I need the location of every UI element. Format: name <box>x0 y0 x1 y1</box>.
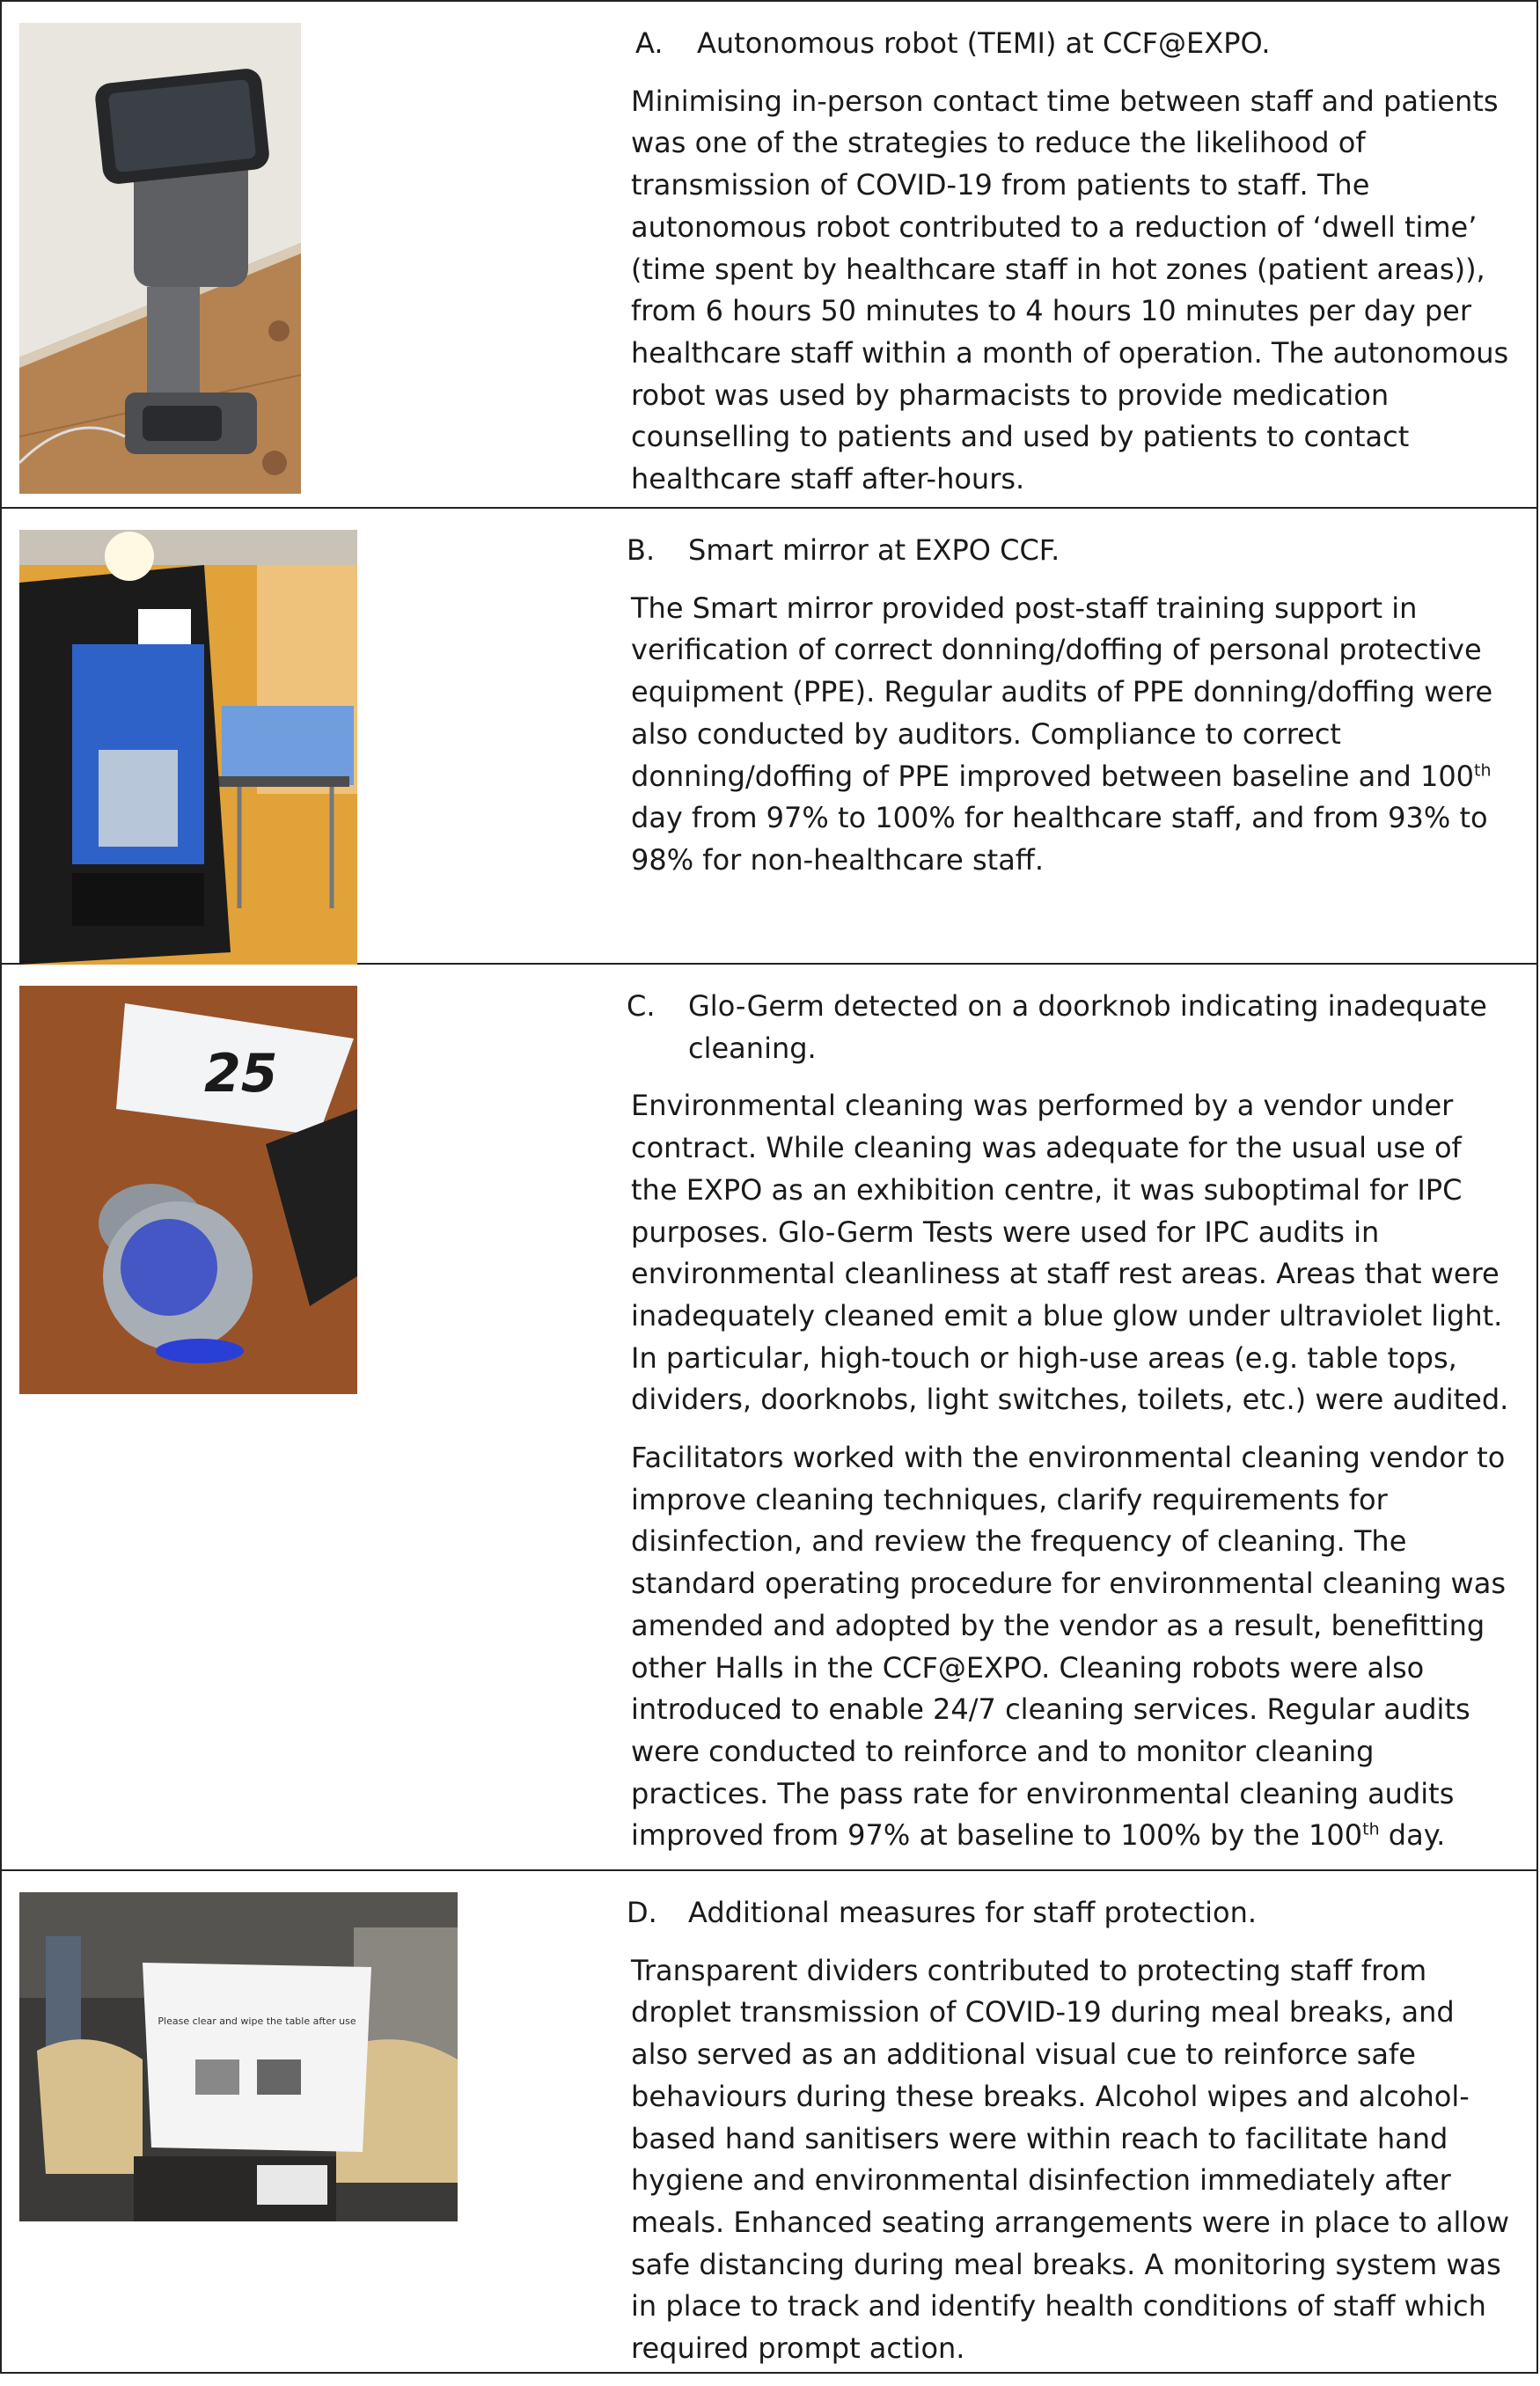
row-b-paragraph-main: The Smart mirror provided post-staff training support in verification of correct donning/doffing of personal protective equipment (PPE). Regular audits of PPE donning/doffing were also conducted by auditors. Compliance to correct donning/doffing of PPE improved between baseline and 100 <box>631 591 1493 793</box>
row-b-caption <box>627 530 1515 572</box>
doorknob-photo <box>19 986 357 1394</box>
robot-photo <box>19 23 301 494</box>
row-b-letter: B. <box>627 533 656 567</box>
row-d <box>2 1871 1536 2375</box>
row-d-caption-text: Additional measures for staff protection. <box>688 1896 1258 1929</box>
sign-text: Please clear and wipe the table after use <box>158 2015 356 2027</box>
smart-mirror-photo <box>19 530 357 965</box>
row-a-caption <box>631 23 1520 65</box>
row-b-text <box>627 530 1515 898</box>
row-b-paragraph <box>631 588 1515 882</box>
row-a-paragraph: Minimising in-person contact time between staff and patients was one of the strategies to reduce the likelihood of transmission of COVID-19 from patients to staff. The autonomous robot contributed to a reduction of ‘dwell time’ (time spent by healthcare staff in hot zones (patient areas)), from 6 hours 50 minutes to 4 hours 10 minutes per day per healthcare staff within a month of operation. The autonomous robot was used by pharmacists to provide medication counselling to patients and used by patients to contact healthcare staff after-hours. <box>631 84 1509 496</box>
row-c-text <box>627 986 1515 1873</box>
row-d-caption <box>627 1892 1515 1934</box>
row-d-letter: D. <box>627 1896 657 1929</box>
row-c <box>2 965 1536 1871</box>
row-d-text <box>627 1892 1515 2386</box>
row-c-caption-text: Glo-Germ detected on a doorknob indicating inadequate cleaning. <box>688 989 1487 1065</box>
row-c-superscript: th <box>1362 1819 1380 1839</box>
row-c-paragraph-2-main: Facilitators worked with the environmental cleaning vendor to improve cleaning techniques, clarify requirements for disinfection, and review the frequency of cleaning. The standard operating procedure for environmental cleaning was amended and adopted by the vendor as a result, benefitting other Halls in the CCF@EXPO. Cleaning robots were also introduced to enable 24/7 cleaning services. Regular audits were conducted to reinforce and to monitor cleaning practices. The pass rate for environmental cleaning audits improved from 97% at baseline to 100% by the 100 <box>631 1441 1506 1853</box>
divider-photo <box>19 1892 458 2221</box>
row-c-caption <box>627 986 1515 1069</box>
row-b-caption-text: Smart mirror at EXPO CCF. <box>688 533 1060 567</box>
row-a-text <box>631 23 1520 517</box>
row-a <box>2 2 1536 509</box>
row-a-letter: A. <box>635 26 664 60</box>
row-c-paragraph-2 <box>631 1437 1515 1857</box>
row-a-caption-text: Autonomous robot (TEMI) at CCF@EXPO. <box>697 26 1271 60</box>
row-c-letter: C. <box>627 989 656 1023</box>
row-c-paragraph-1: Environmental cleaning was performed by a vendor under contract. While cleaning was adequate for the usual use of the EXPO as an exhibition centre, it was suboptimal for IPC purposes. Glo-Germ Tests were used for IPC audits in environmental cleanliness at staff rest areas. Areas that were inadequately cleaned emit a blue glow under ultraviolet light. In particular, high-touch or high-use areas (e.g. table tops, dividers, doorknobs, light switches, toilets, etc.) were audited. <box>631 1089 1509 1417</box>
door-number: 25 <box>204 1043 278 1105</box>
row-b-superscript: th <box>1474 760 1492 780</box>
row-d-paragraph: Transparent dividers contributed to protecting staff from droplet transmission of COVID-19 during meal breaks, and also served as an additional visual cue to reinforce safe behaviours during these breaks. Alcohol wipes and alcohol-based hand sanitisers were within reach to facilitate hand hygiene and environmental disinfection immediately after meals. Enhanced seating arrangements were in place to allow safe distancing during meal breaks. A monitoring system was in place to track and identify health conditions of staff which required prompt action. <box>631 1953 1509 2366</box>
row-b <box>2 509 1536 965</box>
row-b-paragraph-end: day from 97% to 100% for healthcare staff, and from 93% to 98% for non-healthcare staff. <box>631 801 1488 877</box>
row-c-paragraph-2-end: day. <box>1379 1818 1446 1853</box>
